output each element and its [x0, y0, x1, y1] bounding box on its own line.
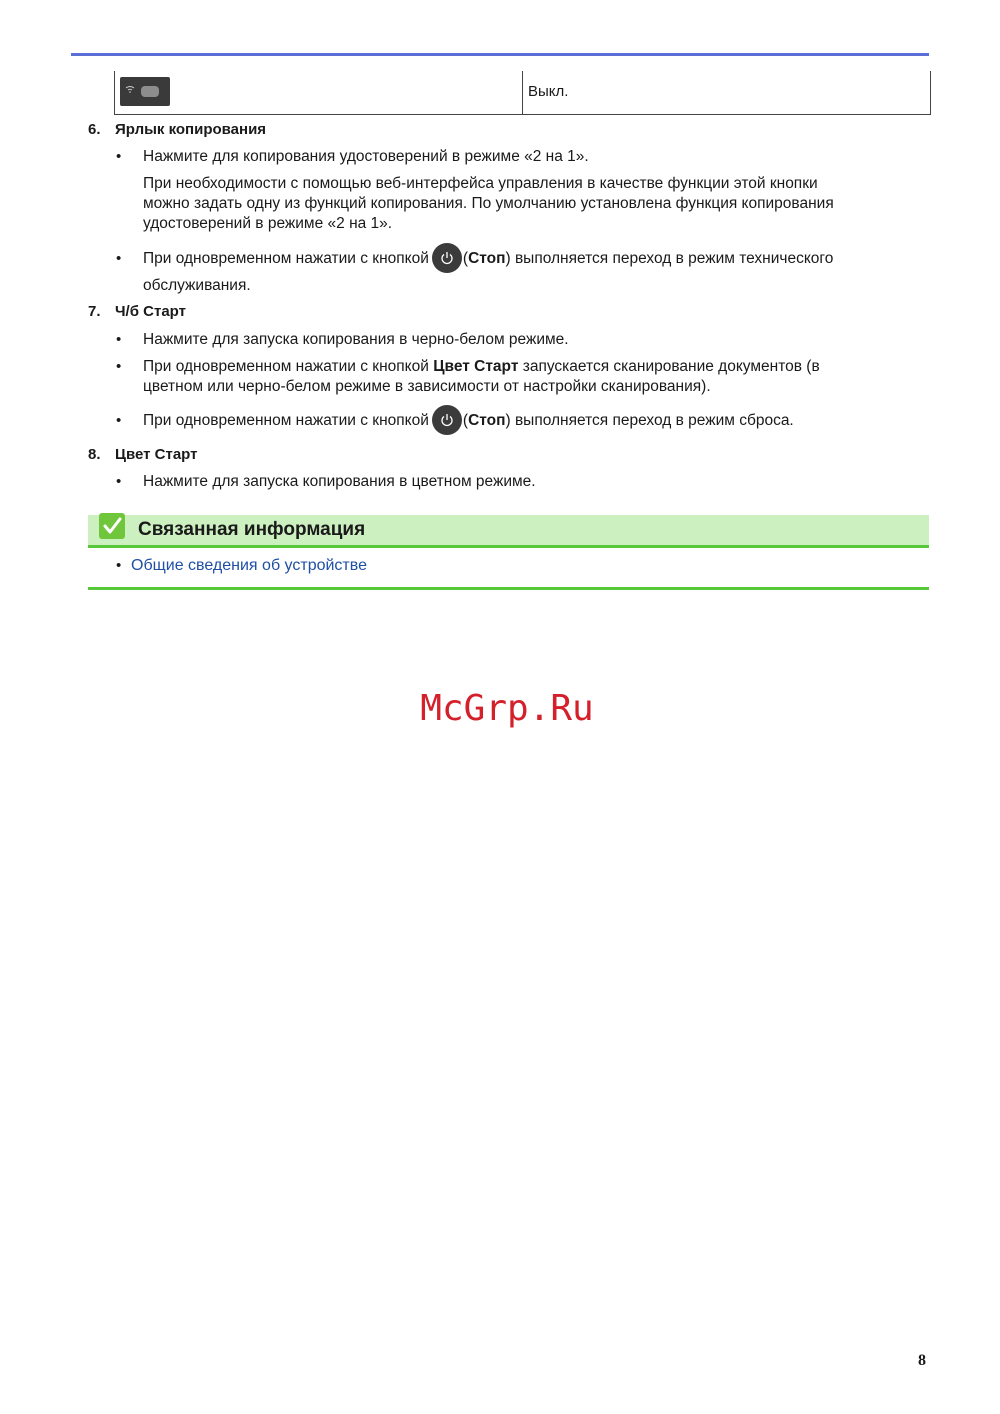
bullet: • — [116, 250, 122, 267]
section-6-para-line-2: можно задать одну из функций копирования. По умолчанию установлена функция копирования — [143, 195, 834, 212]
power-icon — [432, 405, 462, 435]
section-6-bullet-2-line-2: обслуживания. — [143, 277, 251, 294]
bullet: • — [116, 557, 122, 574]
wifi-button-image — [120, 77, 170, 106]
section-7-title: Ч/б Старт — [115, 303, 186, 320]
table-cell-value: Выкл. — [528, 83, 569, 100]
section-8-title: Цвет Старт — [115, 446, 198, 463]
wifi-led-indicator — [141, 86, 159, 97]
bullet-3-text-post: ) выполняется переход в режим сброса. — [505, 412, 794, 429]
bullet-2-text-pre: При одновременном нажатии с кнопкой — [143, 250, 429, 267]
wifi-table — [114, 71, 931, 115]
bullet-2-text-post: запускается сканирование документов (в — [518, 358, 820, 375]
bullet-2-text-pre: При одновременном нажатии с кнопкой — [143, 358, 434, 375]
bullet: • — [116, 412, 122, 429]
device-overview-link[interactable]: Общие сведения об устройстве — [131, 557, 367, 574]
power-icon — [432, 243, 462, 273]
section-6-para-line-1: При необходимости с помощью веб-интерфейса управления в качестве функции этой кнопки — [143, 175, 818, 192]
wifi-icon — [125, 85, 135, 95]
section-6-bullet-2 — [143, 250, 833, 268]
watermark: McGrp.Ru — [420, 688, 594, 729]
related-info-rule — [88, 545, 929, 548]
related-info-bottom-rule — [88, 587, 929, 590]
bullet-2-text-post: ) выполняется переход в режим технического — [505, 250, 834, 267]
page-number: 8 — [918, 1352, 926, 1369]
header-rule — [71, 53, 929, 56]
section-6-para-line-3: удостоверений в режиме «2 на 1». — [143, 215, 393, 232]
bullet-3-paren: ( — [462, 412, 469, 429]
section-8-bullet-1: Нажмите для запуска копирования в цветном режиме. — [143, 473, 536, 490]
bullet-2-paren: ( — [462, 250, 469, 267]
section-7-number: 7. — [88, 303, 101, 320]
bullet-3-text-pre: При одновременном нажатии с кнопкой — [143, 412, 429, 429]
bullet: • — [116, 358, 122, 375]
bullet: • — [116, 148, 122, 165]
color-start-label: Цвет Старт — [433, 358, 519, 375]
stop-label: Стоп — [468, 250, 506, 267]
section-6-number: 6. — [88, 121, 101, 138]
section-6-bullet-1: Нажмите для копирования удостоверений в режиме «2 на 1». — [143, 148, 589, 165]
section-7-bullet-1: Нажмите для запуска копирования в черно-белом режиме. — [143, 331, 569, 348]
stop-label: Стоп — [468, 412, 506, 429]
checkmark-icon — [99, 513, 125, 539]
related-info-title: Связанная информация — [138, 519, 366, 540]
section-7-bullet-2-line-2: цветном или черно-белом режиме в зависимости от настройки сканирования). — [143, 378, 711, 395]
section-7-bullet-2 — [143, 358, 820, 376]
bullet: • — [116, 473, 122, 490]
section-8-number: 8. — [88, 446, 101, 463]
bullet: • — [116, 331, 122, 348]
section-7-bullet-3 — [143, 412, 794, 430]
table-divider — [522, 71, 523, 114]
section-6-title: Ярлык копирования — [115, 121, 267, 138]
